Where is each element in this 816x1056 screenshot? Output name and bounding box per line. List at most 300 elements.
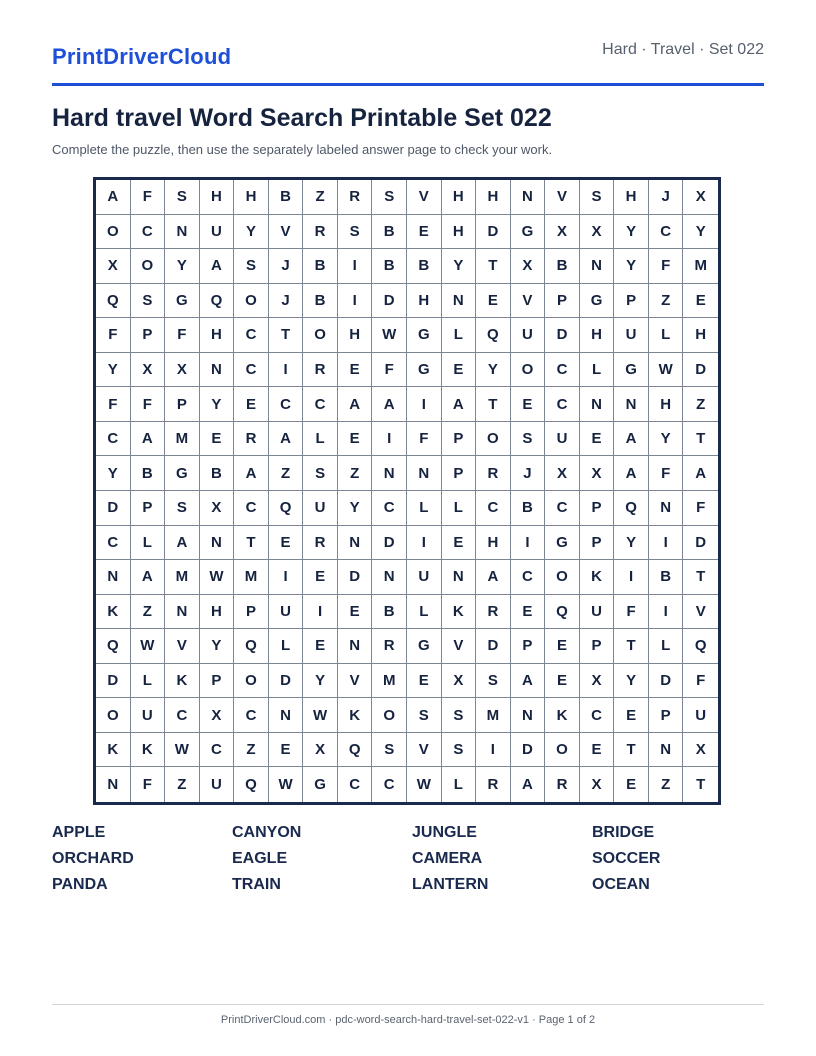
grid-cell: A <box>165 526 200 561</box>
grid-cell: Q <box>338 733 373 768</box>
page-footer: PrintDriverCloud.com · pdc-word-search-hard-travel-set-022-v1 · Page 1 of 2 <box>220 1014 596 1026</box>
grid-cell: B <box>303 249 338 284</box>
grid-cell: F <box>683 664 718 699</box>
grid-cell: E <box>683 284 718 319</box>
grid-cell: E <box>580 422 615 457</box>
grid-cell: C <box>580 698 615 733</box>
grid-cell: N <box>580 249 615 284</box>
grid-cell: N <box>96 767 131 802</box>
grid-cell: A <box>614 422 649 457</box>
word-bank-item: APPLE <box>52 824 106 841</box>
word-bank-item: TRAIN <box>232 876 281 893</box>
grid-cell: I <box>372 422 407 457</box>
grid-cell: U <box>511 318 546 353</box>
grid-cell: V <box>442 629 477 664</box>
grid-cell: P <box>234 595 269 630</box>
grid-cell: S <box>131 284 166 319</box>
grid-cell: E <box>269 526 304 561</box>
grid-cell: P <box>200 664 235 699</box>
grid-cell: H <box>649 387 684 422</box>
grid-cell: A <box>338 387 373 422</box>
word-bank-item: CANYON <box>232 824 302 841</box>
grid-cell: U <box>683 698 718 733</box>
grid-cell: N <box>96 560 131 595</box>
grid-cell: Y <box>234 215 269 250</box>
grid-cell: G <box>407 318 442 353</box>
grid-cell: Y <box>614 215 649 250</box>
grid-cell: G <box>165 284 200 319</box>
grid-cell: W <box>131 629 166 664</box>
grid-cell: C <box>234 353 269 388</box>
grid-cell: W <box>303 698 338 733</box>
grid-cell: S <box>303 456 338 491</box>
grid-cell: M <box>683 249 718 284</box>
grid-cell: A <box>614 456 649 491</box>
grid-cell: I <box>407 526 442 561</box>
grid-cell: Q <box>476 318 511 353</box>
grid-cell: C <box>234 491 269 526</box>
grid-cell: S <box>476 664 511 699</box>
grid-cell: Y <box>614 526 649 561</box>
grid-cell: N <box>511 698 546 733</box>
grid-cell: L <box>649 318 684 353</box>
grid-cell: S <box>407 698 442 733</box>
grid-cell: X <box>200 491 235 526</box>
grid-cell: X <box>303 733 338 768</box>
grid-cell: F <box>372 353 407 388</box>
grid-cell: C <box>338 767 373 802</box>
grid-cell: N <box>580 387 615 422</box>
grid-cell: V <box>269 215 304 250</box>
grid-cell: B <box>372 249 407 284</box>
grid-cell: F <box>131 387 166 422</box>
grid-cell: Y <box>614 664 649 699</box>
grid-cell: R <box>234 422 269 457</box>
grid-cell: B <box>649 560 684 595</box>
grid-cell: C <box>511 560 546 595</box>
grid-cell: T <box>269 318 304 353</box>
grid-cell: L <box>442 767 477 802</box>
grid-cell: A <box>96 180 131 215</box>
grid-cell: R <box>545 767 580 802</box>
grid-cell: F <box>96 387 131 422</box>
grid-cell: X <box>683 180 718 215</box>
grid-cell: P <box>649 698 684 733</box>
grid-cell: E <box>407 664 442 699</box>
grid-cell: I <box>407 387 442 422</box>
grid-cell: B <box>200 456 235 491</box>
grid-cell: P <box>545 284 580 319</box>
grid-cell: A <box>442 387 477 422</box>
printable-page <box>52 0 764 1056</box>
grid-cell: G <box>303 767 338 802</box>
grid-cell: Z <box>269 456 304 491</box>
grid-cell: C <box>165 698 200 733</box>
grid-cell: O <box>96 698 131 733</box>
grid-cell: P <box>131 491 166 526</box>
grid-cell: C <box>545 353 580 388</box>
grid-cell: L <box>303 422 338 457</box>
grid-cell: C <box>545 491 580 526</box>
grid-cell: D <box>649 664 684 699</box>
grid-cell: H <box>442 215 477 250</box>
grid-cell: G <box>511 215 546 250</box>
grid-cell: D <box>96 491 131 526</box>
grid-cell: F <box>649 456 684 491</box>
grid-cell: C <box>545 387 580 422</box>
grid-cell: Z <box>131 595 166 630</box>
grid-cell: G <box>545 526 580 561</box>
grid-cell: N <box>442 560 477 595</box>
grid-cell: I <box>614 560 649 595</box>
grid-cell: Z <box>338 456 373 491</box>
word-bank-item: LANTERN <box>412 876 489 893</box>
grid-cell: N <box>269 698 304 733</box>
grid-cell: U <box>545 422 580 457</box>
grid-cell: M <box>165 560 200 595</box>
grid-cell: C <box>96 526 131 561</box>
grid-cell: J <box>269 249 304 284</box>
grid-cell: L <box>407 595 442 630</box>
grid-cell: T <box>696 776 706 794</box>
grid-cell: A <box>234 456 269 491</box>
grid-cell: N <box>649 491 684 526</box>
grid-cell: L <box>131 664 166 699</box>
grid-cell: D <box>96 664 131 699</box>
grid-cell: I <box>649 595 684 630</box>
grid-cell: I <box>338 284 373 319</box>
grid-cell: H <box>234 180 269 215</box>
word-search-grid <box>93 177 721 805</box>
grid-cell: A <box>372 387 407 422</box>
grid-cell: G <box>165 456 200 491</box>
grid-cell: U <box>614 318 649 353</box>
grid-cell: S <box>511 422 546 457</box>
grid-cell: I <box>303 595 338 630</box>
grid-cell: L <box>442 318 477 353</box>
grid-cell: J <box>649 180 684 215</box>
grid-cell: Q <box>545 595 580 630</box>
grid-cell: T <box>476 387 511 422</box>
grid-cell: X <box>131 353 166 388</box>
grid-cell: H <box>200 595 235 630</box>
grid-cell: C <box>96 422 131 457</box>
grid-cell: D <box>269 664 304 699</box>
grid-cell: E <box>303 560 338 595</box>
grid-cell: I <box>476 733 511 768</box>
grid-cell: X <box>580 215 615 250</box>
grid-cell: N <box>407 456 442 491</box>
grid-cell: K <box>96 733 131 768</box>
grid-cell: U <box>407 560 442 595</box>
grid-cell: P <box>614 284 649 319</box>
grid-cell: Y <box>683 215 718 250</box>
grid-cell: Y <box>476 353 511 388</box>
grid-cell: N <box>165 595 200 630</box>
grid-cell: V <box>165 629 200 664</box>
grid-cell: D <box>372 526 407 561</box>
grid-cell: K <box>131 733 166 768</box>
grid-cell: C <box>649 215 684 250</box>
grid-cell: K <box>338 698 373 733</box>
grid-cell: Y <box>614 249 649 284</box>
grid-cell: R <box>372 629 407 664</box>
grid-cell: Y <box>200 387 235 422</box>
grid-cell: X <box>580 456 615 491</box>
grid-cell: Q <box>683 629 718 664</box>
grid-cell: C <box>234 698 269 733</box>
grid-cell: C <box>200 733 235 768</box>
grid-cell: Q <box>200 284 235 319</box>
grid-cell: T <box>476 249 511 284</box>
grid-cell: X <box>200 698 235 733</box>
grid-cell: T <box>683 422 718 457</box>
grid-cell: O <box>372 698 407 733</box>
grid-cell: S <box>234 249 269 284</box>
grid-cell: D <box>683 526 718 561</box>
grid-cell: B <box>131 456 166 491</box>
grid-cell: Q <box>234 767 269 802</box>
grid-cell: A <box>511 664 546 699</box>
header-meta: Hard · Travel · Set 022 <box>602 41 764 58</box>
grid-cell: S <box>338 215 373 250</box>
grid-cell: H <box>476 526 511 561</box>
grid-cell: S <box>442 698 477 733</box>
grid-cell: H <box>614 180 649 215</box>
grid-cell: D <box>511 733 546 768</box>
page-subtitle: Complete the puzzle, then use the separately labeled answer page to check your work. <box>52 142 553 157</box>
grid-cell: G <box>580 284 615 319</box>
grid-cell: N <box>165 215 200 250</box>
grid-cell: I <box>269 560 304 595</box>
grid-cell: P <box>165 387 200 422</box>
grid-cell: W <box>372 318 407 353</box>
grid-cell: O <box>234 664 269 699</box>
grid-cell: N <box>442 284 477 319</box>
grid-cell: D <box>372 284 407 319</box>
grid-cell: E <box>338 422 373 457</box>
grid-cell: A <box>683 456 718 491</box>
grid-cell: P <box>442 456 477 491</box>
grid-cell: F <box>614 595 649 630</box>
grid-cell: C <box>476 491 511 526</box>
grid-cell: L <box>580 353 615 388</box>
word-bank-item: ORCHARD <box>52 850 134 867</box>
grid-cell: B <box>511 491 546 526</box>
grid-cell: V <box>683 595 718 630</box>
grid-cell: J <box>269 284 304 319</box>
grid-cell: N <box>511 180 546 215</box>
grid-cell: D <box>476 215 511 250</box>
grid-cell: Q <box>96 629 131 664</box>
grid-cell: V <box>407 180 442 215</box>
grid-cell: F <box>131 180 166 215</box>
grid-cell: E <box>580 733 615 768</box>
grid-cell: U <box>131 698 166 733</box>
grid-cell: W <box>200 560 235 595</box>
grid-cell: Q <box>96 284 131 319</box>
grid-cell: R <box>476 456 511 491</box>
grid-cell: X <box>511 249 546 284</box>
grid-cell: E <box>442 353 477 388</box>
grid-cell: I <box>649 526 684 561</box>
grid-cell: P <box>131 318 166 353</box>
grid-cell: A <box>511 767 546 802</box>
grid-cell: N <box>649 733 684 768</box>
grid-cell: W <box>269 767 304 802</box>
grid-cell: R <box>338 180 373 215</box>
grid-cell: E <box>303 629 338 664</box>
grid-cell: E <box>545 664 580 699</box>
grid-cell: O <box>234 284 269 319</box>
grid-cell: M <box>372 664 407 699</box>
grid-cell: O <box>96 215 131 250</box>
grid-cell: Y <box>338 491 373 526</box>
grid-cell: P <box>442 422 477 457</box>
grid-cell: E <box>442 526 477 561</box>
word-bank-item: SOCCER <box>592 850 661 867</box>
grid-cell: V <box>545 180 580 215</box>
grid-cell: G <box>614 353 649 388</box>
grid-cell: S <box>442 733 477 768</box>
grid-cell: H <box>476 180 511 215</box>
grid-cell: M <box>165 422 200 457</box>
grid-cell: L <box>131 526 166 561</box>
grid-cell: Q <box>269 491 304 526</box>
grid-cell: M <box>234 560 269 595</box>
grid-cell: E <box>407 215 442 250</box>
grid-cell: Q <box>234 629 269 664</box>
grid-cell: C <box>303 387 338 422</box>
grid-cell: N <box>200 353 235 388</box>
word-bank-item: BRIDGE <box>592 824 655 841</box>
grid-cell: O <box>131 249 166 284</box>
grid-cell: E <box>511 595 546 630</box>
grid-cell: Y <box>96 353 131 388</box>
grid-cell: T <box>614 629 649 664</box>
grid-cell: B <box>545 249 580 284</box>
grid-cell: N <box>338 526 373 561</box>
grid-cell: U <box>269 595 304 630</box>
grid-cell: C <box>269 387 304 422</box>
grid-cell: H <box>200 180 235 215</box>
grid-cell: A <box>131 422 166 457</box>
grid-cell: S <box>165 491 200 526</box>
grid-cell: X <box>580 664 615 699</box>
grid-cell: V <box>511 284 546 319</box>
grid-cell: A <box>476 560 511 595</box>
grid-cell: K <box>442 595 477 630</box>
grid-cell: T <box>234 526 269 561</box>
grid-cell: M <box>476 698 511 733</box>
grid-cell: H <box>442 180 477 215</box>
grid-cell: X <box>165 353 200 388</box>
footer-divider <box>52 1004 764 1005</box>
grid-cell: T <box>614 733 649 768</box>
grid-cell: C <box>372 767 407 802</box>
grid-cell: R <box>303 215 338 250</box>
grid-cell: L <box>442 491 477 526</box>
grid-cell: T <box>683 560 718 595</box>
grid-cell: D <box>338 560 373 595</box>
grid-cell: X <box>580 767 615 802</box>
grid-cell: O <box>545 560 580 595</box>
grid-cell: K <box>545 698 580 733</box>
grid-cell: B <box>372 595 407 630</box>
word-bank <box>52 824 764 902</box>
word-bank-item: CAMERA <box>412 850 483 867</box>
grid-cell: I <box>269 353 304 388</box>
grid-cell: U <box>580 595 615 630</box>
brand-logo-text[interactable]: PrintDriverCloud <box>52 44 232 69</box>
grid-cell: W <box>649 353 684 388</box>
grid-cell: Z <box>649 767 684 802</box>
page-title: Hard travel Word Search Printable Set 022 <box>52 104 552 132</box>
grid-cell: A <box>131 560 166 595</box>
grid-cell: E <box>614 698 649 733</box>
grid-cell: G <box>407 353 442 388</box>
grid-cell: R <box>476 595 511 630</box>
grid-cell: E <box>234 387 269 422</box>
grid-cell: Z <box>683 387 718 422</box>
grid-cell: B <box>303 284 338 319</box>
grid-cell: B <box>372 215 407 250</box>
grid-cell: I <box>511 526 546 561</box>
grid-cell: Y <box>165 249 200 284</box>
grid-cell: X <box>442 664 477 699</box>
word-bank-item: EAGLE <box>232 850 288 867</box>
grid-cell: D <box>545 318 580 353</box>
grid-cell: J <box>511 456 546 491</box>
grid-cell: D <box>683 353 718 388</box>
grid-cell: H <box>338 318 373 353</box>
grid-cell: X <box>96 249 131 284</box>
grid-cell: E <box>476 284 511 319</box>
word-bank-item: PANDA <box>52 876 108 893</box>
grid-cell: F <box>96 318 131 353</box>
grid-cell: Z <box>234 733 269 768</box>
grid-cell: R <box>303 526 338 561</box>
grid-cell: U <box>200 215 235 250</box>
grid-cell: C <box>234 318 269 353</box>
grid-cell: X <box>683 733 718 768</box>
grid-cell: P <box>511 629 546 664</box>
grid-cell: N <box>200 526 235 561</box>
grid-cell: X <box>545 215 580 250</box>
grid-cell: F <box>649 249 684 284</box>
grid-cell: A <box>269 422 304 457</box>
grid-cell: H <box>200 318 235 353</box>
grid-cell: L <box>407 491 442 526</box>
grid-cell: O <box>511 353 546 388</box>
grid-cell: N <box>372 456 407 491</box>
grid-cell: N <box>372 560 407 595</box>
grid-cell: H <box>407 284 442 319</box>
grid-cell: F <box>165 318 200 353</box>
grid-cell: N <box>338 629 373 664</box>
grid-cell: X <box>545 456 580 491</box>
grid-cell: R <box>303 353 338 388</box>
grid-cell: D <box>476 629 511 664</box>
grid-cell: P <box>580 629 615 664</box>
grid-cell: H <box>580 318 615 353</box>
grid-cell: S <box>372 733 407 768</box>
grid-cell: F <box>683 491 718 526</box>
grid-cell: W <box>407 767 442 802</box>
grid-cell: V <box>338 664 373 699</box>
grid-cell: W <box>165 733 200 768</box>
grid-cell: Y <box>96 456 131 491</box>
